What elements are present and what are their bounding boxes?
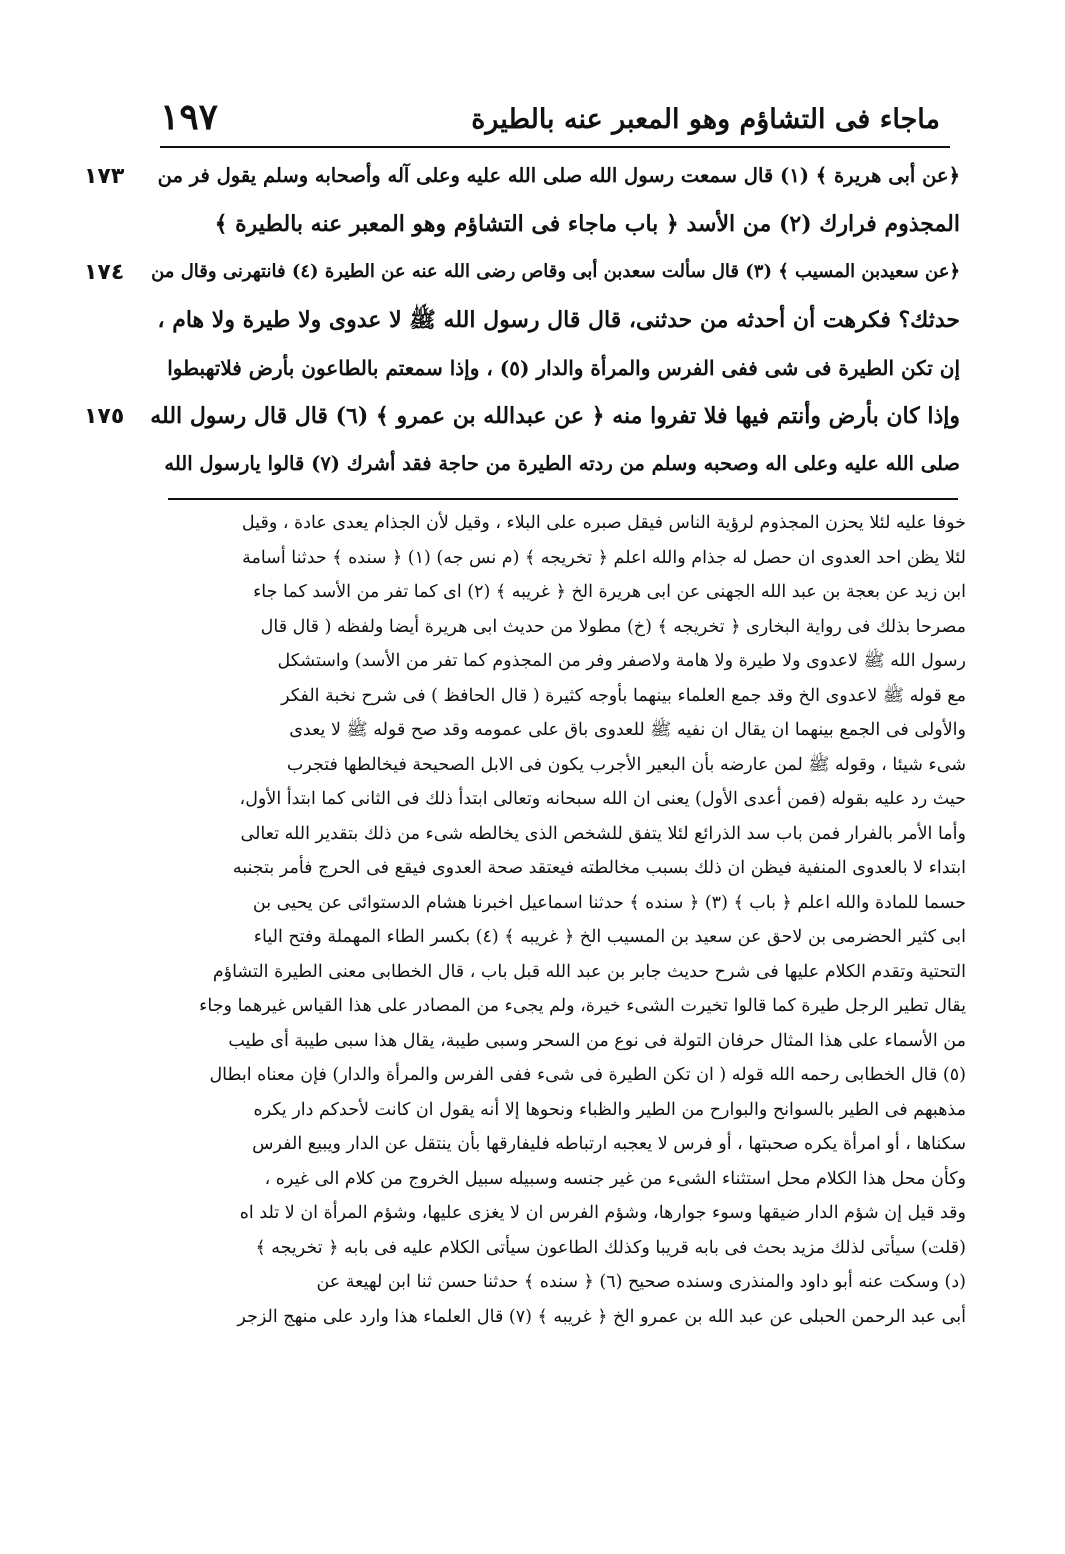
footnote-divider [168,498,958,500]
commentary-line: من الأسماء على هذا المثال حرفان التولة فى نوع من السحر وسبى طيبة، يقال هذا سبى طيبة أى طيب [228,1030,966,1051]
commentary-line: والأولى فى الجمع بينهما ان يقال ان نفيه ﷺ للعدوى باق على عمومه وقد صح قوله ﷺ لا يعدى [289,720,966,740]
commentary-line: خوفا عليه لئلا يحزن المجذوم لرؤية الناس فيقل صبره على البلاء ، وقيل لأن الجذام يعدى عادة ، وقيل [241,513,966,533]
main-text-line: صلى الله عليه وعلى اله وصحبه وسلم من ردته الطيرة من حاجة فقد أشرك (٧) قالوا يارسول الله [164,452,960,475]
commentary-line: (د) وسكت عنه أبو داود والمنذرى وسنده صحيح (٦) ﴿ سنده ﴾ حدثنا حسن ثنا ابن لهيعة عن [316,1272,966,1292]
commentary-line: مذهبهم فى الطير بالسوانح والبوارح من الطير والظباء ونحوها إلا أنه يقول ان كانت لأحدكم دار يكره [253,1099,966,1120]
running-title: ماجاء فى التشاؤم وهو المعبر عنه بالطيرة [471,104,940,135]
commentary-line: حيث رد عليه بقوله (فمن أعدى الأول) يعنى ان الله سبحانه وتعالى ابتدأ ذلك فى الثانى كما ابتدأ الأول، [239,789,966,809]
commentary-line: مع قوله ﷺ لاعدوى الخ وقد جمع العلماء بينهما بأوجه كثيرة ( قال الحافظ ) فى شرح نخبة الفكر [281,685,966,706]
main-text-line: ﴿عن سعيدبن المسيب ﴾ (٣) قال سألت سعدبن أبى وقاص رضى الله عنه عن الطيرة (٤) فانتهرنى وقال من [151,261,960,282]
commentary-line: (٥) قال الخطابى رحمه الله قوله ( ان تكن الطيرة فى شىء ففى الفرس والمرأة والدار) فإن معناه ابطال [209,1065,966,1085]
hadith-number: ١٧٤ [84,260,125,285]
commentary [146,506,966,1334]
main-text-line: ﴿عن أبى هريرة ﴾ (١) قال سمعت رسول الله صلى الله عليه وعلى آله وأصحابه وسلم يقول فر من [157,164,960,187]
hadith-number: ١٧٣ [84,164,125,189]
hadith-number: ١٧٥ [84,404,125,429]
page-number: ١٩٧ [160,96,219,138]
commentary-line: ابى كثير الحضرمى بن لاحق عن سعيد بن المسيب الخ ﴿ غريبه ﴾ (٤) بكسر الطاء المهملة وفتح الياء [253,927,966,947]
main-text-line: المجذوم فرارك (٢) من الأسد ﴿ باب ماجاء فى التشاؤم وهو المعبر عنه بالطيرة ﴾ [214,211,960,237]
page-header [160,96,940,148]
commentary-line: وكأن محل هذا الكلام محل استثناء الشىء من غير جنسه وسبيله سبيل الخروج من كلام الى غيره ، [264,1168,966,1189]
commentary-line: شىء شيئا ، وقوله ﷺ لمن عارضه بأن البعير الأجرب يكون فى الابل الصحيحة فيخالطها فتجرب [286,754,966,775]
commentary-line: يقال تطير الرجل طيرة كما قالوا تخيرت الشىء خيرة، ولم يجىء من المصادر على هذا القياس غيرهما وجاء [199,996,966,1016]
main-text-line: وإذا كان بأرض وأنتم فيها فلا تفروا منه ﴿ عن عبدالله بن عمرو ﴾ (٦) قال قال رسول الله [150,403,960,429]
commentary-line: ابن زيد عن بعجة بن عبد الله الجهنى عن ابى هريرة الخ ﴿ غريبه ﴾ (٢) اى كما تفر من الأسد كما جاء [253,582,966,602]
main-text-line: حدثك؟ فكرهت أن أحدثه من حدثنى، قال قال رسول الله ﷺ لا عدوى ولا طيرة ولا هام ، [157,307,960,333]
commentary-line: رسول الله ﷺ لاعدوى ولا طيرة ولا هامة ولاصفر وفر من المجذوم كما تفر من الأسد) واستشكل [277,651,966,671]
main-text-line: إن تكن الطيرة فى شى ففى الفرس والمرأة والدار (٥) ، وإذا سمعتم بالطاعون بأرض فلاتهبطوا [167,356,960,380]
commentary-line: (قلت) سيأتى لذلك مزيد بحث فى بابه قريبا وكذلك الطاعون سيأتى الكلام عليه فى بابه ﴿ تخريجه ﴾ [255,1237,966,1258]
commentary-line: سكناها ، أو امرأة يكره صحبتها ، أو فرس لا يعجبه ارتباطه فليفارقها بأن ينتقل عن الدار ويبيع الفرس [252,1134,966,1154]
commentary-line: مصرحا بذلك فى رواية البخارى ﴿ تخريجه ﴾ (خ) مطولا من حديث ابى هريرة أيضا ولفظه ( قال قال [260,616,966,637]
commentary-line: التحتية وتقدم الكلام عليها فى شرح حديث جابر بن عبد الله قبل باب ، قال الخطابى معنى الطيرة التشاؤم [212,961,966,982]
commentary-line: وقد قيل إن شؤم الدار ضيقها وسوء جوارها، وشؤم الفرس ان لا يغزى عليها، وشؤم المرأة ان لا تلد اه [239,1203,966,1223]
commentary-line: ابتداء لا بالعدوى المنفية فيظن ان ذلك بسبب مخالطته فيعتقد صحة العدوى فيقع فى الحرج فأمر بتجنبه [232,858,966,878]
commentary-line: حسما للمادة والله اعلم ﴿ باب ﴾ (٣) ﴿ سنده ﴾ حدثنا اسماعيل اخبرنا هشام الدستوائى عن يحيى بن [252,892,966,913]
header-rule [160,146,950,148]
main-text [148,152,960,488]
commentary-line: لئلا يظن احد العدوى ان حصل له جذام والله اعلم ﴿ تخريجه ﴾ (م نس جه) (١) ﴿ سنده ﴾ حدثنا أسامة [242,547,966,568]
commentary-line: وأما الأمر بالفرار فمن باب سد الذرائع لئلا يتفق للشخص الذى يخالطه شىء من ذلك بتقدير الله تعالى [240,823,966,844]
commentary-line: أبى عبد الرحمن الحبلى عن عبد الله بن عمرو الخ ﴿ غريبه ﴾ (٧) قال العلماء هذا وارد على منهج الزجر [237,1306,966,1327]
